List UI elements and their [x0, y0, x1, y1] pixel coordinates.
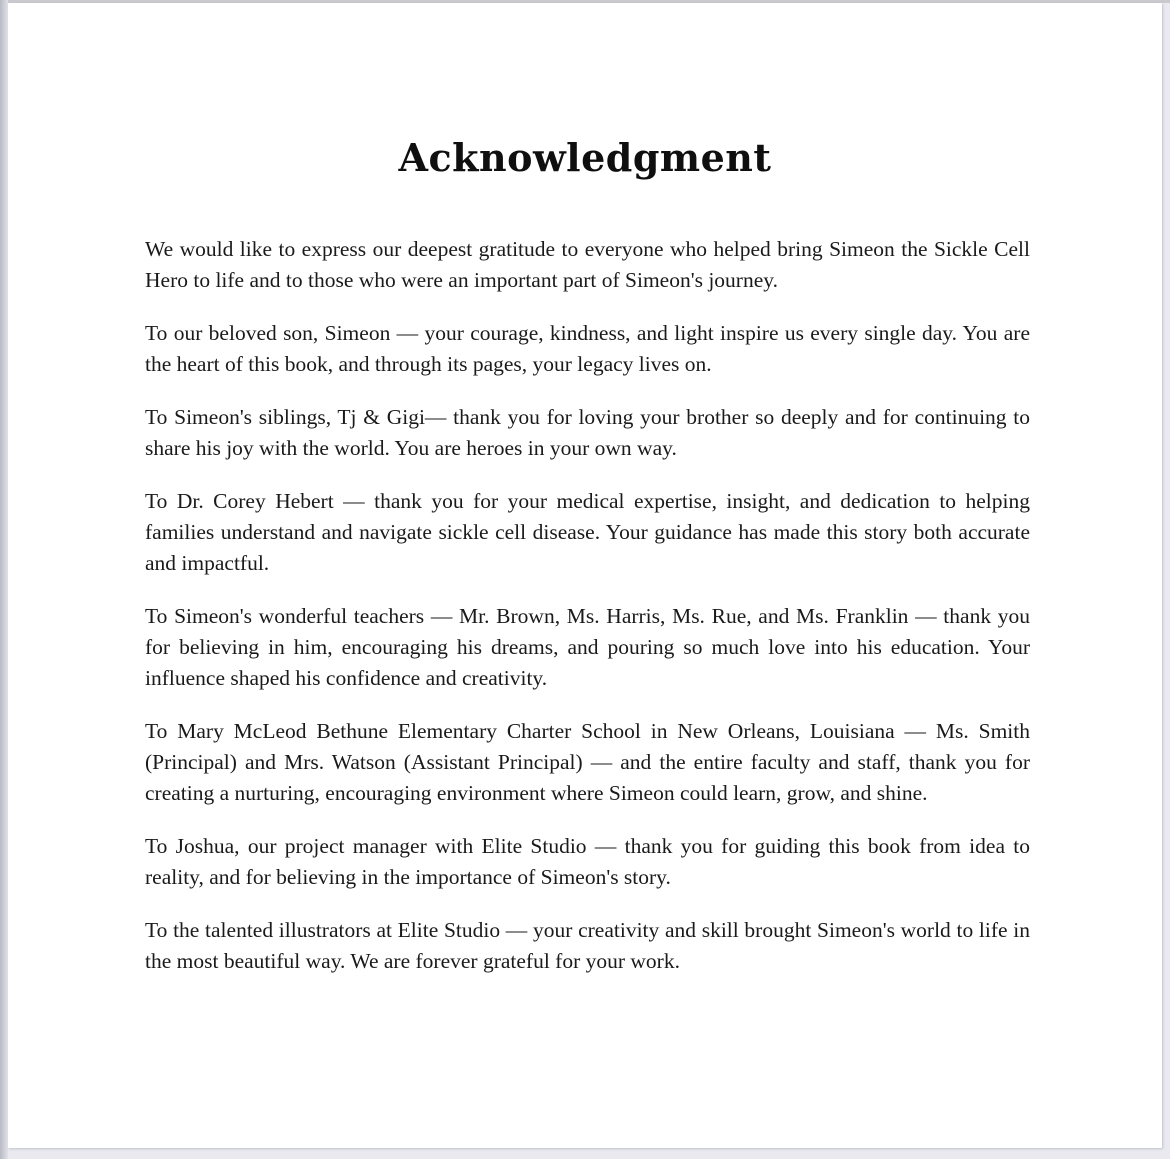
paragraph: To Dr. Corey Hebert — thank you for your medical expertise, insight, and dedication to helping families understand and navigate sickle cell disease. Your guidance has made this story both accurate and impactful.: [145, 489, 1030, 575]
paragraph: To the talented illustrators at Elite Studio — your creativity and skill brought Simeon's world to life in the most beautiful way. We are forever grateful for your work.: [145, 918, 1030, 973]
paragraph: To Mary McLeod Bethune Elementary Charter School in New Orleans, Louisiana — Ms. Smith (Principal) and Mrs. Watson (Assistant Principal) — and the entire faculty and staff, thank you for creating a nurturing, encouraging environment where Simeon could learn, grow, and shine.: [145, 719, 1030, 805]
paragraph: To our beloved son, Simeon — your courage, kindness, and light inspire us every single day. You are the heart of this book, and through its pages, your legacy lives on.: [145, 321, 1030, 376]
left-edge-shadow: [0, 0, 8, 1159]
page-title: Acknowledgment: [398, 135, 772, 180]
document-page: [8, 3, 1162, 1148]
paragraph: We would like to express our deepest gratitude to everyone who helped bring Simeon the Sickle Cell Hero to life and to those who were an important part of Simeon's journey.: [145, 237, 1030, 292]
paragraph: To Joshua, our project manager with Elite Studio — thank you for guiding this book from idea to reality, and for believing in the importance of Simeon's story.: [145, 834, 1030, 889]
paragraph: To Simeon's wonderful teachers — Mr. Brown, Ms. Harris, Ms. Rue, and Ms. Franklin — thank you for believing in him, encouraging his dreams, and pouring so much love into his education. Your influence shaped his confidence and creativity.: [145, 604, 1030, 690]
paragraphs-container: [145, 234, 1030, 977]
paragraph: To Simeon's siblings, Tj & Gigi— thank you for loving your brother so deeply and for continuing to share his joy with the world. You are heroes in your own way.: [145, 405, 1030, 460]
